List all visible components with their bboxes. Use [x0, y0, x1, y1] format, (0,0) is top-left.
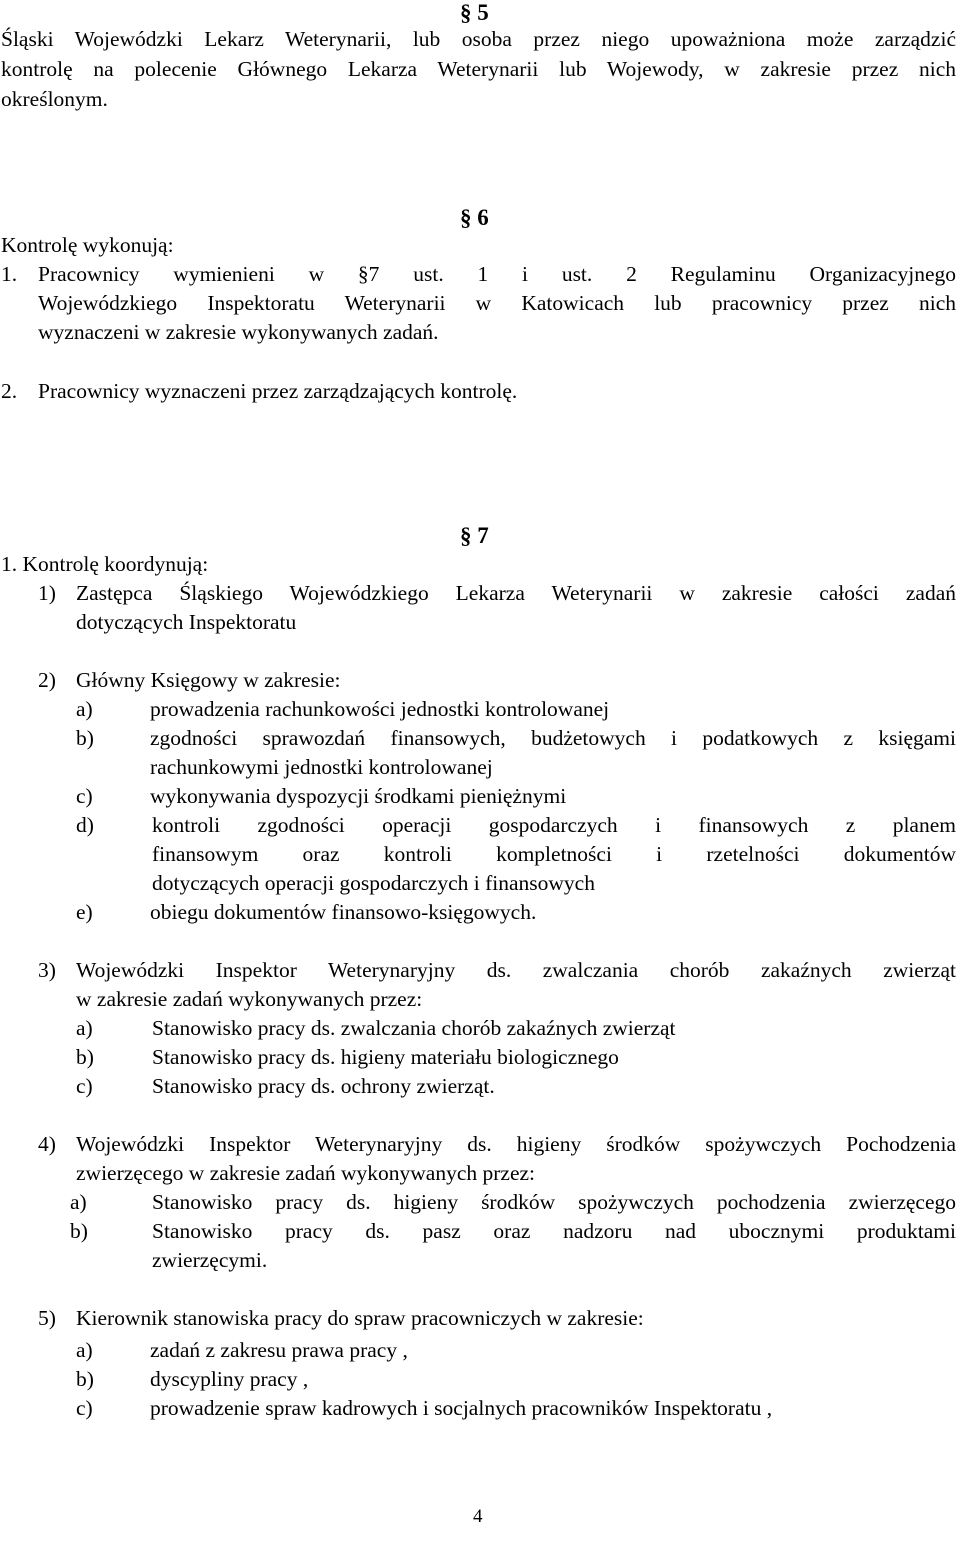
group-3-subitem-a-letter: a) [76, 1016, 93, 1040]
section-6-item-1-line-3: wyznaczeni w zakresie wykonywanych zadań. [38, 320, 439, 344]
section-7-group-1-line-2: dotyczących Inspektoratu [76, 610, 297, 634]
section-7-group-4-line-1: Wojewódzki Inspektor Weterynaryjny ds. higieny środków spożywczych Pochodzenia [76, 1132, 956, 1156]
section-7-group-3-line-2: w zakresie zadań wykonywanych przez: [76, 987, 423, 1011]
group-5-subitem-c-line-1: prowadzenie spraw kadrowych i socjalnych pracowników Inspektoratu , [150, 1396, 773, 1420]
group-4-subitem-b-letter: b) [70, 1219, 88, 1243]
section-7-group-4-number: 4) [38, 1132, 56, 1156]
section-7-group-1-number: 1) [38, 581, 56, 605]
group-2-subitem-a-letter: a) [76, 697, 93, 721]
section-6-intro: Kontrolę wykonują: [1, 233, 174, 257]
group-2-subitem-e-line-1: obiegu dokumentów finansowo-księgowych. [150, 900, 537, 924]
section-5-heading: § 5 [460, 0, 489, 25]
section-6-item-1-line-2: Wojewódzkiego Inspektoratu Weterynarii w Katowicach lub pracownicy przez nich [38, 291, 956, 315]
section-7-heading: § 7 [460, 523, 489, 548]
group-4-subitem-a-line-1: Stanowisko pracy ds. higieny środków spożywczych pochodzenia zwierzęcego [152, 1190, 956, 1214]
group-2-subitem-d-line-1: kontroli zgodności operacji gospodarczych i finansowych z planem [152, 813, 956, 837]
group-3-subitem-a-line-1: Stanowisko pracy ds. zwalczania chorób zakaźnych zwierząt [152, 1016, 676, 1040]
page-number: 4 [473, 1506, 483, 1527]
section-7-group-1-line-1: Zastępca Śląskiego Wojewódzkiego Lekarza Weterynarii w zakresie całości zadań [76, 581, 956, 605]
section-7-group-4-line-2: zwierzęcego w zakresie zadań wykonywanych przez: [76, 1161, 536, 1185]
section-7-group-5-line-1: Kierownik stanowiska pracy do spraw pracowniczych w zakresie: [76, 1306, 644, 1330]
group-2-subitem-b-letter: b) [76, 726, 94, 750]
group-5-subitem-a-line-1: zadań z zakresu prawa pracy , [150, 1338, 408, 1362]
group-4-subitem-a-letter: a) [70, 1190, 87, 1214]
group-3-subitem-c-line-1: Stanowisko pracy ds. ochrony zwierząt. [152, 1074, 495, 1098]
group-3-subitem-b-line-1: Stanowisko pracy ds. higieny materiału biologicznego [152, 1045, 619, 1069]
section-7-group-3-line-1: Wojewódzki Inspektor Weterynaryjny ds. zwalczania chorób zakaźnych zwierząt [76, 958, 956, 982]
group-5-subitem-b-line-1: dyscypliny pracy , [150, 1367, 309, 1391]
section-7-group-5-number: 5) [38, 1306, 56, 1330]
group-5-subitem-c-letter: c) [76, 1396, 93, 1420]
group-2-subitem-c-line-1: wykonywania dyspozycji środkami pieniężnymi [150, 784, 567, 808]
group-2-subitem-d-letter: d) [76, 813, 94, 837]
group-2-subitem-c-letter: c) [76, 784, 93, 808]
section-6-item-1-line-1: Pracownicy wymienieni w §7 ust. 1 i ust. 2 Regulaminu Organizacyjnego [38, 262, 956, 286]
group-3-subitem-c-letter: c) [76, 1074, 93, 1098]
group-5-subitem-b-letter: b) [76, 1367, 94, 1391]
section-6-item-1-number: 1. [1, 262, 18, 286]
group-2-subitem-b-line-2: rachunkowymi jednostki kontrolowanej [150, 755, 493, 779]
group-3-subitem-b-letter: b) [76, 1045, 94, 1069]
section-7-group-2-number: 2) [38, 668, 56, 692]
group-4-subitem-b-line-1: Stanowisko pracy ds. pasz oraz nadzoru nad ubocznymi produktami [152, 1219, 956, 1243]
group-5-subitem-a-letter: a) [76, 1338, 93, 1362]
section-7-intro: 1. Kontrolę koordynują: [1, 552, 209, 576]
section-6-item-2-line-1: Pracownicy wyznaczeni przez zarządzających kontrolę. [38, 379, 518, 403]
section-5-line-1: Śląski Wojewódzki Lekarz Weterynarii, lub osoba przez niego upoważniona może zarządzić [1, 27, 956, 51]
section-6-heading: § 6 [460, 205, 489, 230]
section-7-group-2-line-1: Główny Księgowy w zakresie: [76, 668, 341, 692]
group-2-subitem-d-line-3: dotyczących operacji gospodarczych i finansowych [152, 871, 595, 895]
group-2-subitem-a-line-1: prowadzenia rachunkowości jednostki kontrolowanej [150, 697, 610, 721]
section-7-group-3-number: 3) [38, 958, 56, 982]
group-2-subitem-b-line-1: zgodności sprawozdań finansowych, budżetowych i podatkowych z księgami [150, 726, 956, 750]
section-6-item-2-number: 2. [1, 379, 18, 403]
section-5-line-3: określonym. [1, 87, 108, 111]
group-4-subitem-b-line-2: zwierzęcymi. [152, 1248, 268, 1272]
group-2-subitem-e-letter: e) [76, 900, 93, 924]
group-2-subitem-d-line-2: finansowym oraz kontroli kompletności i rzetelności dokumentów [152, 842, 956, 866]
section-5-line-2: kontrolę na polecenie Głównego Lekarza Weterynarii lub Wojewody, w zakresie przez nich [1, 57, 956, 81]
